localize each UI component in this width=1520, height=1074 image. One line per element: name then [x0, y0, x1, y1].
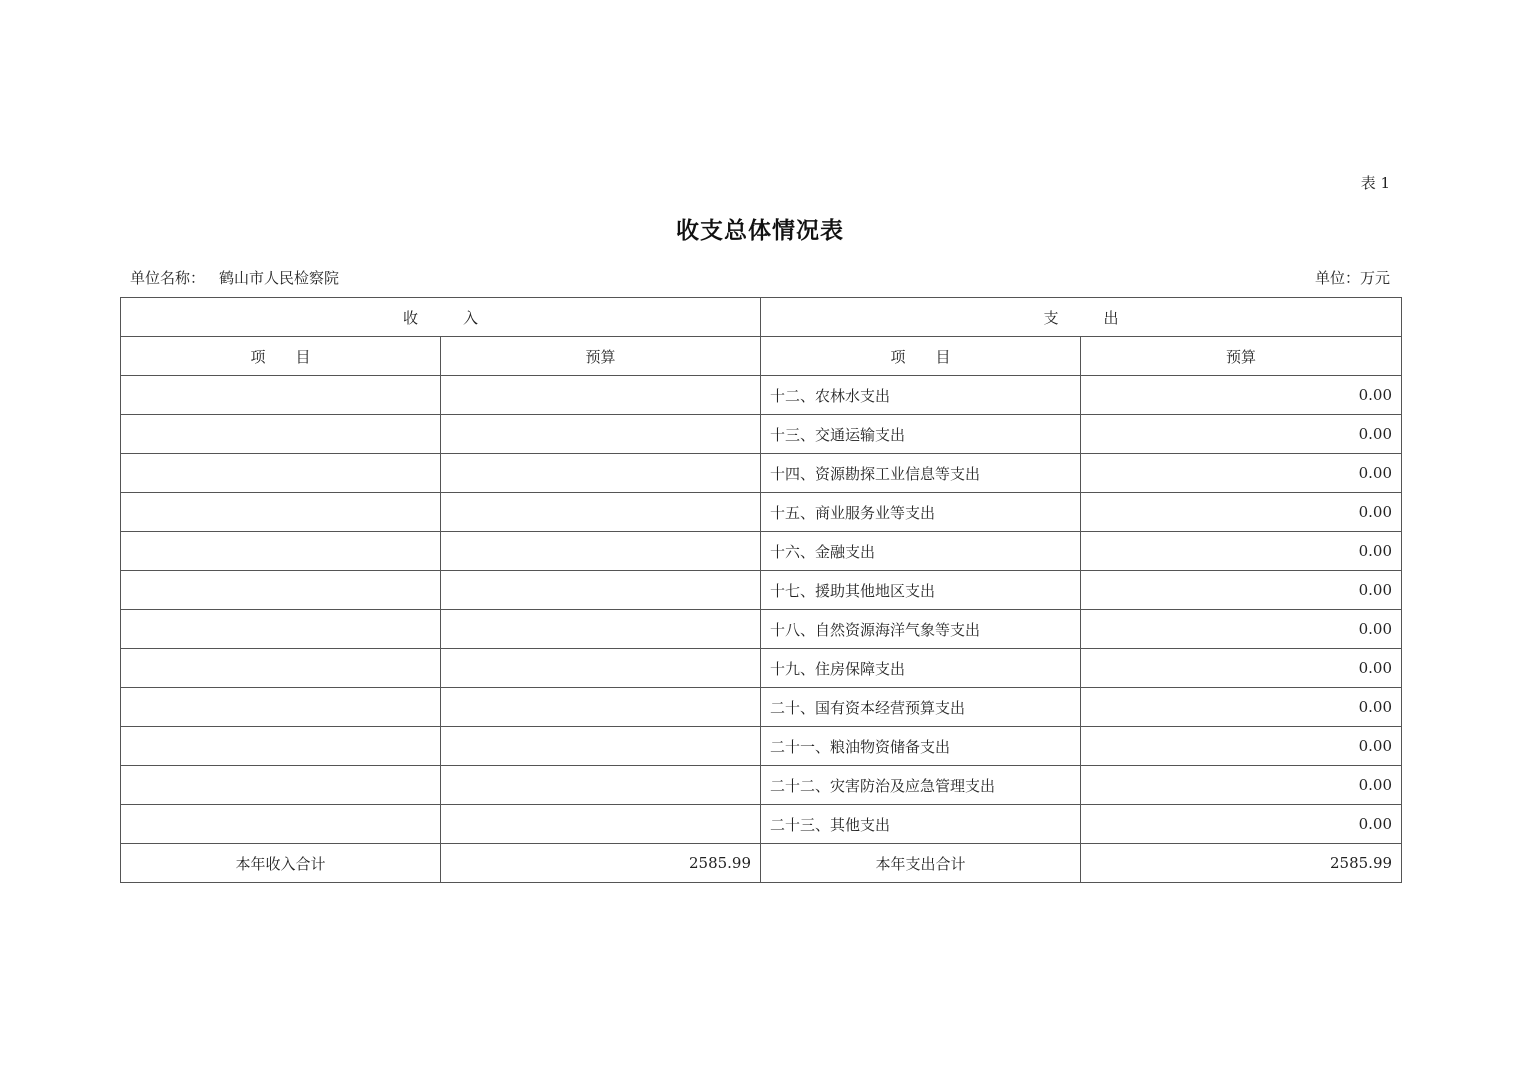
- column-header-row: [121, 337, 1402, 376]
- income-total-label: 本年收入合计: [121, 844, 441, 883]
- expense-item-cell: 十六、金融支出: [761, 532, 1081, 571]
- unit-name-value: 鹤山市人民检察院: [219, 269, 340, 287]
- income-budget-cell: [441, 493, 761, 532]
- income-budget-cell: [441, 610, 761, 649]
- income-budget-cell: [441, 805, 761, 844]
- expense-item-header: 项 目: [761, 337, 1081, 376]
- income-budget-cell: [441, 649, 761, 688]
- table-row: [121, 805, 1402, 844]
- group-header-row: [121, 298, 1402, 337]
- unit-name-label: 单位名称：: [130, 269, 206, 287]
- table-row: [121, 727, 1402, 766]
- table-row: [121, 766, 1402, 805]
- income-budget-cell: [441, 415, 761, 454]
- budget-table: [120, 297, 1402, 883]
- currency-unit: 单位：万元: [1314, 269, 1390, 287]
- expense-budget-cell: 0.00: [1081, 376, 1402, 415]
- income-item-cell: [121, 571, 441, 610]
- income-item-cell: [121, 493, 441, 532]
- table-row: [121, 571, 1402, 610]
- income-budget-cell: [441, 376, 761, 415]
- expense-item-cell: 十八、自然资源海洋气象等支出: [761, 610, 1081, 649]
- income-item-cell: [121, 415, 441, 454]
- unit-name-line: [130, 267, 339, 288]
- income-item-cell: [121, 766, 441, 805]
- expense-item-cell: 十五、商业服务业等支出: [761, 493, 1081, 532]
- income-budget-header: 预算: [441, 337, 761, 376]
- expense-budget-cell: 0.00: [1081, 454, 1402, 493]
- income-budget-cell: [441, 727, 761, 766]
- table-row: [121, 376, 1402, 415]
- expense-item-cell: 二十、国有资本经营预算支出: [761, 688, 1081, 727]
- income-item-cell: [121, 688, 441, 727]
- income-item-cell: [121, 727, 441, 766]
- table-row: [121, 688, 1402, 727]
- expense-item-cell: 十三、交通运输支出: [761, 415, 1081, 454]
- expense-item-cell: 二十一、粮油物资储备支出: [761, 727, 1081, 766]
- income-item-cell: [121, 649, 441, 688]
- expense-budget-cell: 0.00: [1081, 415, 1402, 454]
- expense-budget-header: 预算: [1081, 337, 1402, 376]
- expense-item-cell: 二十二、灾害防治及应急管理支出: [761, 766, 1081, 805]
- expense-budget-cell: 0.00: [1081, 727, 1402, 766]
- expense-budget-cell: 0.00: [1081, 805, 1402, 844]
- page-title: 收支总体情况表: [676, 217, 844, 244]
- expense-item-cell: 十七、援助其他地区支出: [761, 571, 1081, 610]
- expense-item-cell: 十九、住房保障支出: [761, 649, 1081, 688]
- expense-budget-cell: 0.00: [1081, 688, 1402, 727]
- income-item-cell: [121, 610, 441, 649]
- income-item-cell: [121, 532, 441, 571]
- expense-budget-cell: 0.00: [1081, 571, 1402, 610]
- income-item-cell: [121, 454, 441, 493]
- expense-group-header: 支 出: [761, 298, 1402, 337]
- table-row: [121, 454, 1402, 493]
- income-group-header: 收 入: [121, 298, 761, 337]
- table-row: [121, 649, 1402, 688]
- expense-item-cell: 十二、农林水支出: [761, 376, 1081, 415]
- table-row: [121, 493, 1402, 532]
- expense-total-value: 2585.99: [1081, 844, 1402, 883]
- expense-budget-cell: 0.00: [1081, 532, 1402, 571]
- expense-budget-cell: 0.00: [1081, 766, 1402, 805]
- income-budget-cell: [441, 688, 761, 727]
- table-row: [121, 532, 1402, 571]
- income-total-value: 2585.99: [441, 844, 761, 883]
- income-item-cell: [121, 376, 441, 415]
- expense-item-cell: 十四、资源勘探工业信息等支出: [761, 454, 1081, 493]
- income-budget-cell: [441, 571, 761, 610]
- income-budget-cell: [441, 532, 761, 571]
- income-budget-cell: [441, 454, 761, 493]
- table-number: 表 1: [1360, 174, 1390, 192]
- table-row: [121, 610, 1402, 649]
- income-item-header: 项 目: [121, 337, 441, 376]
- income-budget-cell: [441, 766, 761, 805]
- expense-budget-cell: 0.00: [1081, 493, 1402, 532]
- expense-budget-cell: 0.00: [1081, 649, 1402, 688]
- table-row: [121, 415, 1402, 454]
- budget-table-body: [121, 298, 1402, 883]
- expense-item-cell: 二十三、其他支出: [761, 805, 1081, 844]
- expense-budget-cell: 0.00: [1081, 610, 1402, 649]
- total-row: [121, 844, 1402, 883]
- expense-total-label: 本年支出合计: [761, 844, 1081, 883]
- income-item-cell: [121, 805, 441, 844]
